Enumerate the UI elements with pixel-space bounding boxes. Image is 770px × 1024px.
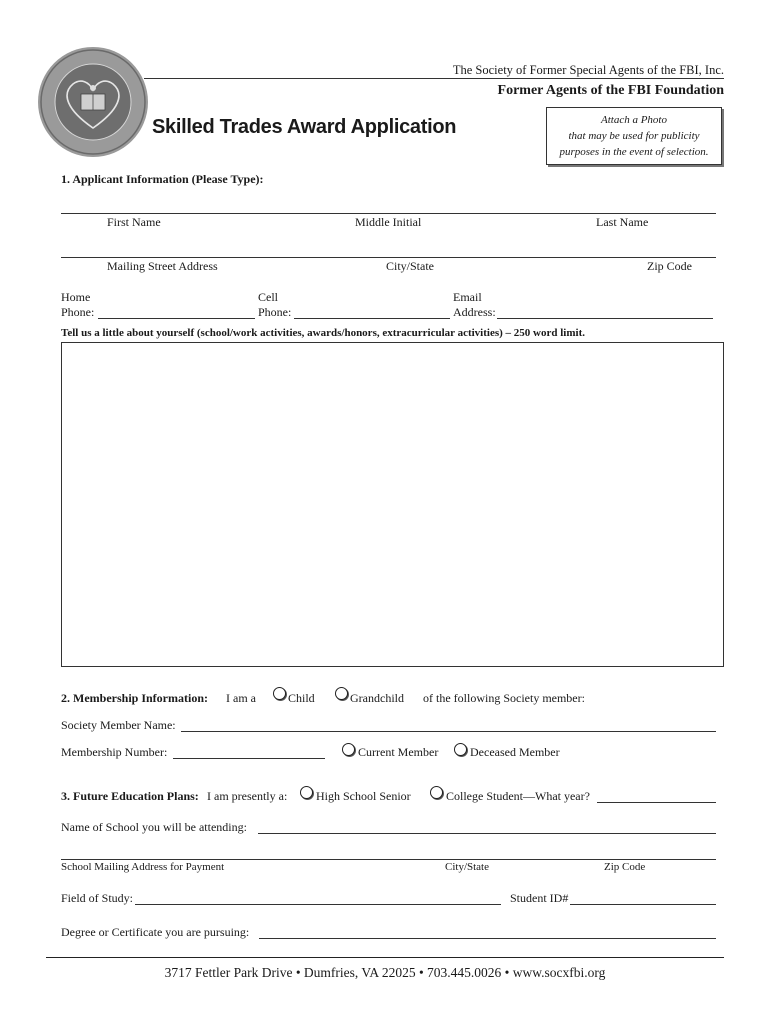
- school-attending-field[interactable]: [258, 833, 716, 834]
- email-field[interactable]: [497, 318, 713, 319]
- degree-label: Degree or Certificate you are pursuing:: [61, 925, 250, 939]
- hs-senior-label: High School Senior: [316, 789, 411, 803]
- member-name-field[interactable]: [181, 731, 716, 732]
- section-3-heading: 3. Future Education Plans:: [61, 789, 199, 803]
- deceased-member-radio[interactable]: [454, 743, 467, 756]
- zip-label: Zip Code: [647, 259, 692, 273]
- field-of-study-label: Field of Study:: [61, 891, 134, 905]
- email-label: Address:: [453, 305, 496, 319]
- cell-phone-label-top: Cell: [258, 290, 278, 304]
- cell-phone-label: Phone:: [258, 305, 292, 319]
- hs-senior-radio[interactable]: [300, 786, 313, 799]
- student-id-label: Student ID#: [510, 891, 569, 905]
- school-zip-label: Zip Code: [604, 861, 646, 873]
- about-yourself-textbox[interactable]: [61, 342, 724, 667]
- school-city-state-label: City/State: [445, 861, 489, 873]
- degree-field[interactable]: [259, 938, 716, 939]
- footer-rule: [46, 957, 724, 958]
- last-name-label: Last Name: [596, 215, 649, 229]
- current-member-radio[interactable]: [342, 743, 355, 756]
- footer-address: 3717 Fettler Park Drive • Dumfries, VA 22025 • 703.445.0026 • www.socxfbi.org: [164, 965, 606, 980]
- membership-number-field[interactable]: [173, 758, 325, 759]
- i-am-a-label: I am a: [226, 691, 256, 705]
- middle-initial-label: Middle Initial: [355, 215, 422, 229]
- society-name: The Society of Former Special Agents of the FBI, Inc.: [452, 63, 724, 77]
- foundation-seal-logo: [37, 46, 149, 158]
- form-title: Skilled Trades Award Application: [152, 116, 457, 138]
- street-label: Mailing Street Address: [107, 259, 218, 273]
- cell-phone-field[interactable]: [294, 318, 450, 319]
- name-field[interactable]: [61, 213, 716, 214]
- foundation-name: Former Agents of the FBI Foundation: [497, 83, 724, 98]
- field-of-study-field[interactable]: [135, 904, 501, 905]
- child-radio[interactable]: [273, 687, 286, 700]
- city-state-label: City/State: [386, 259, 434, 273]
- school-address-label: School Mailing Address for Payment: [61, 861, 225, 873]
- home-phone-field[interactable]: [98, 318, 255, 319]
- deceased-member-label: Deceased Member: [470, 745, 560, 759]
- photo-line-1: Attach a Photo: [601, 114, 667, 126]
- home-phone-label: Phone:: [61, 305, 95, 319]
- home-phone-label-top: Home: [61, 290, 91, 304]
- grandchild-label: Grandchild: [350, 691, 404, 705]
- grandchild-radio[interactable]: [335, 687, 348, 700]
- photo-line-2: that may be used for publicity: [568, 130, 700, 142]
- section-1-heading: 1. Applicant Information (Please Type):: [61, 172, 264, 186]
- about-yourself-prompt: Tell us a little about yourself (school/work activities, awards/honors, extracurricular activities) – 250 word limit.: [61, 327, 585, 339]
- first-name-label: First Name: [107, 215, 161, 229]
- photo-attachment-box: [546, 107, 722, 165]
- section-2-heading: 2. Membership Information:: [61, 691, 208, 705]
- child-label: Child: [288, 691, 315, 705]
- college-student-radio[interactable]: [430, 786, 443, 799]
- membership-number-label: Membership Number:: [61, 745, 168, 759]
- photo-line-3: purposes in the event of selection.: [559, 146, 709, 158]
- student-id-field[interactable]: [570, 904, 716, 905]
- member-name-label: Society Member Name:: [61, 718, 176, 732]
- address-field[interactable]: [61, 257, 716, 258]
- header-rule: [144, 78, 724, 79]
- presently-label: I am presently a:: [207, 789, 288, 803]
- current-member-label: Current Member: [358, 745, 439, 759]
- college-year-field[interactable]: [597, 802, 716, 803]
- college-student-label: College Student—What year?: [446, 789, 590, 803]
- email-label-top: Email: [453, 290, 482, 304]
- school-address-field[interactable]: [61, 859, 716, 860]
- school-attending-label: Name of School you will be attending:: [61, 820, 247, 834]
- of-member-label: of the following Society member:: [423, 691, 585, 705]
